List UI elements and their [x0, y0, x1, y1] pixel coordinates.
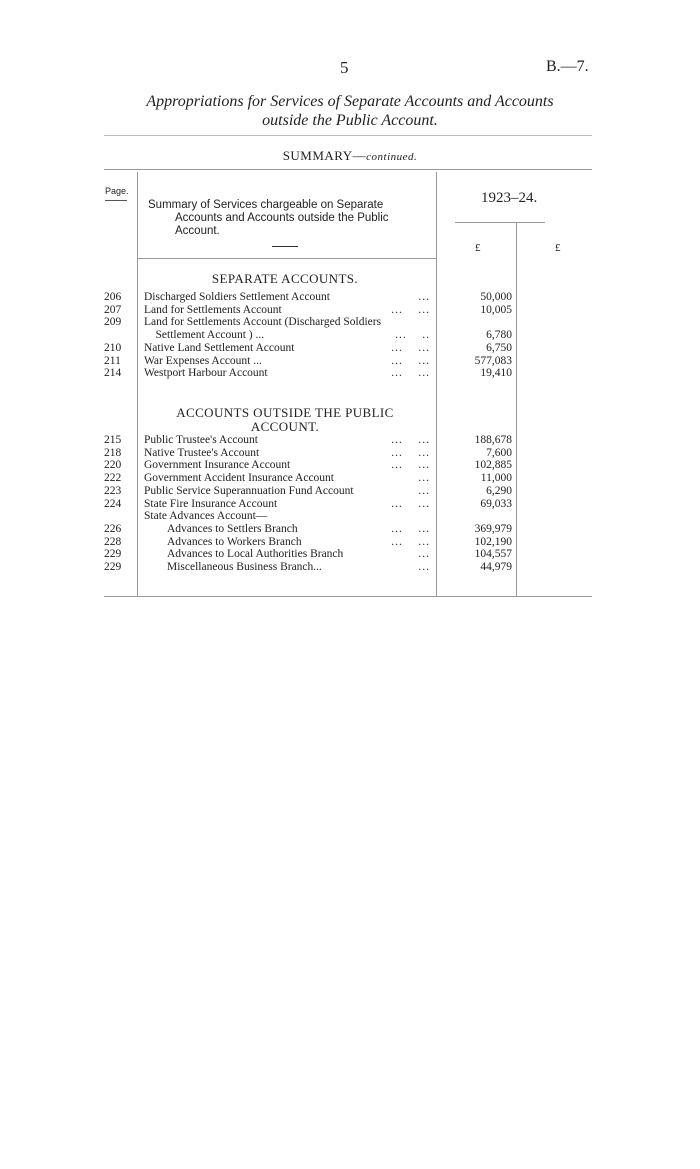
row-page-number: 229: [104, 561, 122, 573]
row-amount: 577,083: [474, 354, 512, 367]
row-description: Settlement Account ) ...: [144, 329, 265, 342]
row-description: Public Service Superannuation Fund Account: [144, 484, 354, 497]
table-top-rule: [104, 169, 592, 170]
table-row: [0, 523, 700, 536]
table-row: [0, 355, 700, 368]
table-row: [0, 459, 700, 472]
table-row: [0, 447, 700, 460]
row-amount: 44,979: [480, 561, 512, 573]
row-leader-dots: ... ...: [391, 459, 430, 472]
table-row: [0, 434, 700, 447]
row-page-number: 224: [104, 497, 122, 510]
table-row: [0, 498, 700, 511]
row-amount: 11,000: [480, 472, 512, 485]
table-row: [0, 561, 700, 574]
row-page-number: 220: [104, 459, 122, 472]
row-page-number: 229: [104, 548, 122, 561]
row-description: Government Insurance Account: [144, 459, 291, 472]
row-leader-dots: ... ...: [391, 303, 430, 316]
table-row: [0, 316, 700, 329]
desc-header-line-3: Account.: [175, 225, 220, 237]
currency-symbol-1: £: [475, 242, 481, 254]
table-row: [0, 510, 700, 523]
row-description: Discharged Soldiers Settlement Account: [144, 291, 330, 303]
row-description: Public Trustee's Account: [144, 434, 258, 446]
row-amount: 102,885: [474, 459, 512, 472]
table-row: [0, 342, 700, 355]
desc-header-line-1: Summary of Services chargeable on Separate: [148, 199, 384, 211]
row-page-number: 209: [104, 316, 122, 329]
row-leader-dots: ... ...: [391, 522, 430, 535]
row-description: Advances to Settlers Branch: [144, 522, 298, 535]
table-row: [0, 485, 700, 498]
row-leader-dots: ...: [418, 291, 430, 303]
row-amount: 6,780: [486, 329, 512, 342]
row-page-number: 206: [104, 291, 122, 303]
row-leader-dots: ... ...: [391, 434, 430, 446]
table-row: [0, 291, 700, 304]
row-amount: 369,979: [474, 522, 512, 535]
year-underline: [455, 222, 545, 223]
section-title-outside-1: ACCOUNTS OUTSIDE THE PUBLIC: [176, 405, 394, 420]
description-column-header: [148, 199, 423, 238]
row-leader-dots: ... ...: [391, 341, 430, 354]
row-leader-dots: ...: [418, 472, 430, 485]
row-page-number: 222: [104, 472, 122, 485]
row-amount: 188,678: [474, 434, 512, 446]
row-description: Native Land Settlement Account: [144, 341, 295, 354]
page-column-label-rule: [105, 200, 127, 201]
row-page-number: 207: [104, 303, 122, 316]
row-leader-dots: ... ...: [391, 354, 430, 367]
row-description: Land for Settlements Account: [144, 303, 282, 316]
row-leader-dots: ... ...: [391, 367, 430, 380]
row-leader-dots: ... ...: [391, 497, 430, 510]
row-description: Advances to Local Authorities Branch: [144, 548, 344, 561]
column-header-rule: [137, 258, 437, 259]
currency-symbol-2: £: [555, 242, 561, 254]
document-title-line-1: Appropriations for Services of Separate Accounts and Accounts: [146, 93, 554, 110]
table-row: [0, 329, 700, 342]
row-page-number: 210: [104, 341, 122, 354]
row-page-number: 226: [104, 522, 122, 535]
row-amount: 69,033: [480, 497, 512, 510]
row-description: State Fire Insurance Account: [144, 497, 278, 510]
summary-heading: [0, 148, 700, 164]
desc-header-line-2: Accounts and Accounts outside the Public: [175, 212, 389, 224]
row-amount: 102,190: [474, 535, 512, 548]
row-leader-dots: ... ...: [391, 535, 430, 548]
table-row: [0, 548, 700, 561]
row-description: Westport Harbour Account: [144, 367, 268, 380]
table-row: [0, 304, 700, 317]
row-amount: 10,005: [480, 303, 512, 316]
row-description: Native Trustee's Account: [144, 446, 260, 459]
row-amount: 6,290: [486, 484, 512, 497]
row-description: Land for Settlements Account (Discharged Soldiers: [144, 316, 382, 329]
row-amount: 50,000: [480, 291, 512, 303]
table-row: [0, 536, 700, 549]
row-page-number: 211: [104, 354, 121, 367]
section-title-outside-2: ACCOUNT.: [250, 419, 320, 434]
row-amount: 104,557: [474, 548, 512, 561]
table-row: [0, 367, 700, 380]
summary-continued: continued.: [366, 151, 418, 163]
row-page-number: 218: [104, 446, 122, 459]
page-number: 5: [340, 58, 349, 77]
summary-main: SUMMARY—: [282, 148, 367, 163]
row-leader-dots: ...: [418, 484, 430, 497]
section-title-separate: SEPARATE ACCOUNTS.: [211, 271, 359, 286]
header-short-rule: [272, 246, 298, 247]
row-amount: 19,410: [480, 367, 512, 380]
row-description: State Advances Account—: [144, 510, 268, 523]
table-row: [0, 472, 700, 485]
row-page-number: 215: [104, 434, 122, 446]
row-leader-dots: ... ..: [395, 329, 430, 342]
table-bottom-rule: [104, 596, 592, 597]
row-page-number: 228: [104, 535, 122, 548]
title-rule: [104, 135, 592, 136]
row-description: War Expenses Account ...: [144, 354, 262, 367]
row-leader-dots: ...: [418, 561, 430, 573]
row-leader-dots: ... ...: [391, 446, 430, 459]
row-page-number: 214: [104, 367, 122, 380]
page-column-label: Page.: [105, 186, 129, 196]
row-description: Advances to Workers Branch: [144, 535, 302, 548]
row-description: Government Accident Insurance Account: [144, 472, 335, 485]
year-column-header: 1923–24.: [481, 190, 538, 206]
document-title-line-2: outside the Public Account.: [262, 112, 438, 129]
row-amount: 7,600: [486, 446, 512, 459]
row-description: Miscellaneous Business Branch...: [144, 561, 322, 573]
document-reference: B.—7.: [546, 58, 589, 75]
row-leader-dots: ...: [418, 548, 430, 561]
row-page-number: 223: [104, 484, 122, 497]
row-amount: 6,750: [486, 341, 512, 354]
